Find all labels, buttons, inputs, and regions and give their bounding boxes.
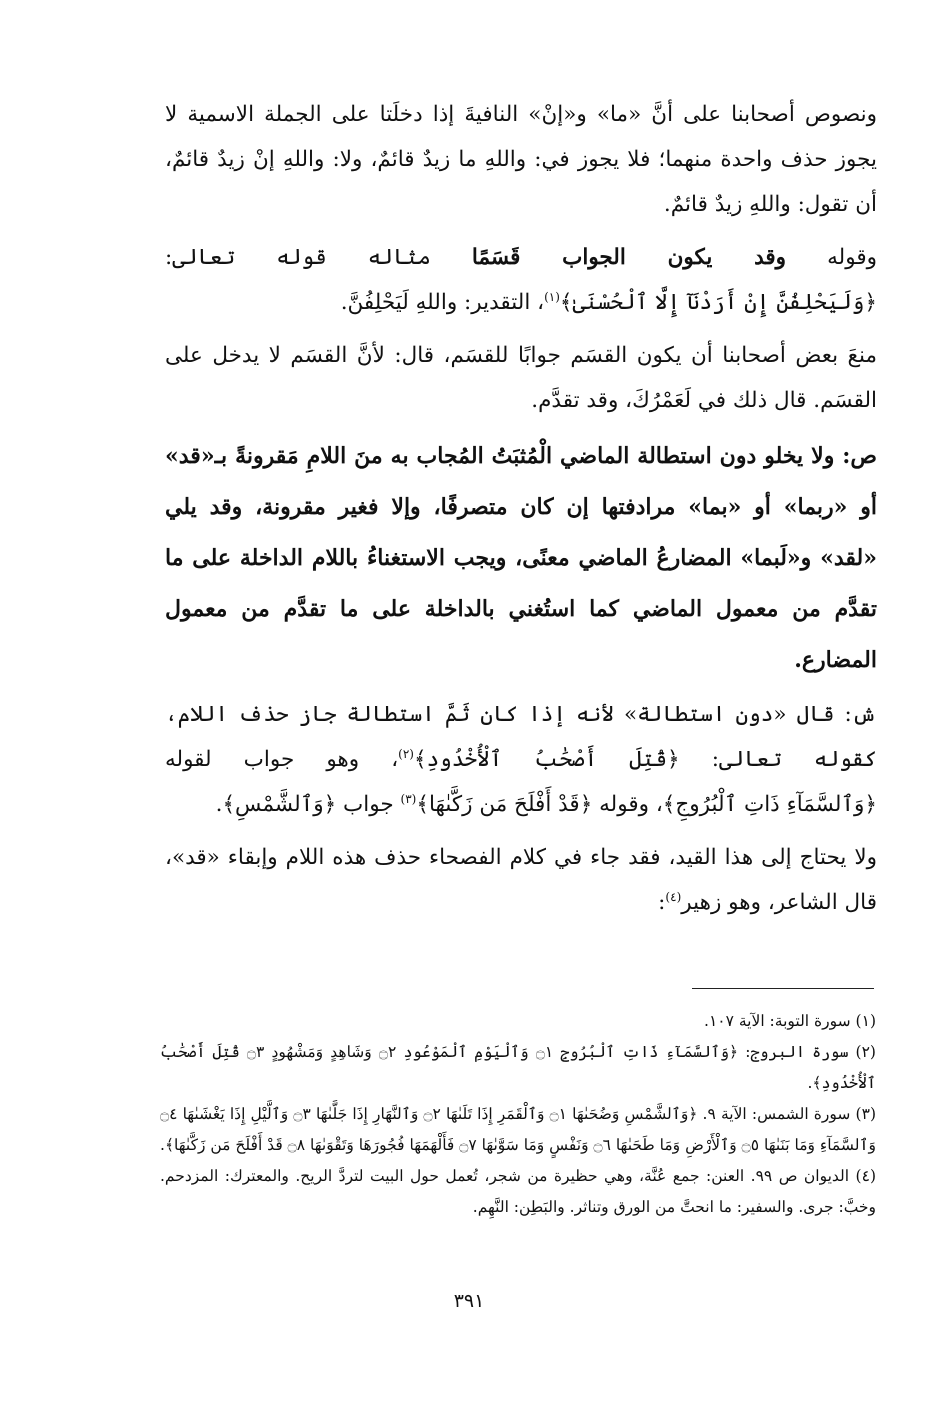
quran-verse: ﴿وَلَيَحْلِفُنَّ إِنْ أَرَدْنَآ إِلَّا ٱلْحُسْنَىٰ﴾ (559, 290, 877, 315)
footnote-1: (١) سورة التوبة: الآية ١٠٧. (704, 1012, 876, 1030)
para6-text: ولا يحتاج إلى هذا القيد، فقد جاء في كلام الفصحاء حذف هذه اللام وإبقاء «قد»، قال الشاعر، وهو زهير (165, 845, 877, 915)
para2-middle: مثاله قوله تعالى: (165, 245, 431, 270)
paragraph-4-matn: ص: ولا يخلو دون استطالة الماضي الْمُثبَتُ المُجاب به منَ اللامِ مَقرونةً بـ«قد» أو «ربما» أو «بما» مرادفتها إن كان متصرفًا، وإلا فغير مقرونة، وقد يلي «لقد» و«لَبما» المضارعُ الماضي معنًى، ويجب الاستغناءُ باللام الداخلة على ما تقدَّم من معمول الماضي كما استُغني بالداخلة على ما تقدَّم من معمول المضارع. (165, 443, 877, 673)
paragraph-1: ونصوص أصحابنا على أنَّ «ما» و«إنْ» النافيةَ إذا دخلَتا على الجملة الاسمية لا يجوز حذف واحدة منهما؛ فلا يجوز في: واللهِ ما زيدٌ قائمٌ، ولا: واللهِ إنْ زيدٌ قائمٌ، أن تقول: واللهِ زيدٌ قائمٌ. (165, 102, 877, 217)
footnote-ref[interactable]: (٣) (400, 791, 417, 806)
para5-part1: ش: قال «دون استطالة» لأنه إذا كان ثَمَّ استطالة جاز حذف اللام، كقوله تعالى: (165, 702, 877, 772)
footnote-divider (692, 988, 874, 989)
paragraph-6 (165, 835, 877, 925)
para6-tail: : (658, 890, 666, 915)
paragraph-2 (165, 235, 877, 325)
footnote-2: (٢) سورة البروج: ﴿وَٱلسَّمَآءِ ذَاتِ ٱلْبُرُوجِ ۝١ وَٱلْيَوْمِ ٱلْمَوْعُودِ ۝٢ وَشَاهِدٍ وَمَشْهُودٍ ۝٣ قُتِلَ أَصْحَٰبُ ٱلْأُخْدُودِ﴾. (160, 1043, 876, 1092)
quran-verse: ﴿قَدْ أَفْلَحَ مَن زَكَّىٰهَا﴾ (416, 792, 593, 817)
para2-highlight: وقد يكون الجواب قَسَمًا (471, 245, 787, 270)
para5-part3: ، وقوله (599, 792, 663, 817)
page-number: ٣٩١ (453, 1290, 485, 1312)
footnote-4: (٤) الديوان ص ٩٩. العنن: جمع عُنَّة، وهي حظيرة من شجر، تُعمل حول البيت لتردَّ الريح. والمعترك: المزدحم. وخبَّ: جرى. والسفير: ما انحتَّ من الورق وتناثر. والبَطِن: النَّهِم. (160, 1167, 876, 1216)
footnote-3: (٣) سورة الشمس: الآية ٩. ﴿وَٱلشَّمْسِ وَضُحَىٰهَا ۝١ وَٱلْقَمَرِ إِذَا تَلَىٰهَا ۝٢ وَٱلنَّهَارِ إِذَا جَلَّىٰهَا ۝٣ وَٱلَّيْلِ إِذَا يَغْشَىٰهَا ۝٤ وَٱلسَّمَآءِ وَمَا بَنَىٰهَا ۝٥ وَٱلْأَرْضِ وَمَا طَحَىٰهَا ۝٦ وَنَفْسٍ وَمَا سَوَّىٰهَا ۝٧ فَأَلْهَمَهَا فُجُورَهَا وَتَقْوَىٰهَا ۝٨ قَدْ أَفْلَحَ مَن زَكَّىٰهَا﴾. (160, 1105, 876, 1154)
para5-part4: جواب (343, 792, 394, 817)
para5-part2: ، وهو جواب لقوله (165, 747, 399, 772)
quran-verse: ﴿وَٱلسَّمَآءِ ذَاتِ ٱلْبُرُوجِ﴾ (662, 792, 877, 817)
para2-lead: وقوله (827, 245, 877, 270)
para2-tail: ، التقدير: واللهِ لَيَحْلِفُنَّ. (340, 290, 545, 315)
paragraph-5 (165, 692, 877, 827)
quran-verse: ﴿قُتِلَ أَصْحَٰبُ ٱلْأُخْدُودِ﴾ (413, 747, 680, 772)
footnotes (160, 1006, 876, 1223)
para5-part5: . (215, 792, 223, 817)
paragraph-3: منعَ بعض أصحابنا أن يكون القسَم جوابًا للقسَم، قال: لأنَّ القسَم لا يدخل على القسَم. قال ذلك في لَعَمْرُكَ، وقد تقدَّم. (165, 343, 877, 413)
footnote-ref[interactable]: (٤) (665, 889, 682, 904)
quran-verse: ﴿وَٱلشَّمْسِ﴾ (222, 792, 337, 817)
footnote-ref[interactable]: (٢) (398, 746, 414, 761)
footnote-ref[interactable]: (١) (544, 289, 560, 304)
main-text (165, 92, 877, 933)
